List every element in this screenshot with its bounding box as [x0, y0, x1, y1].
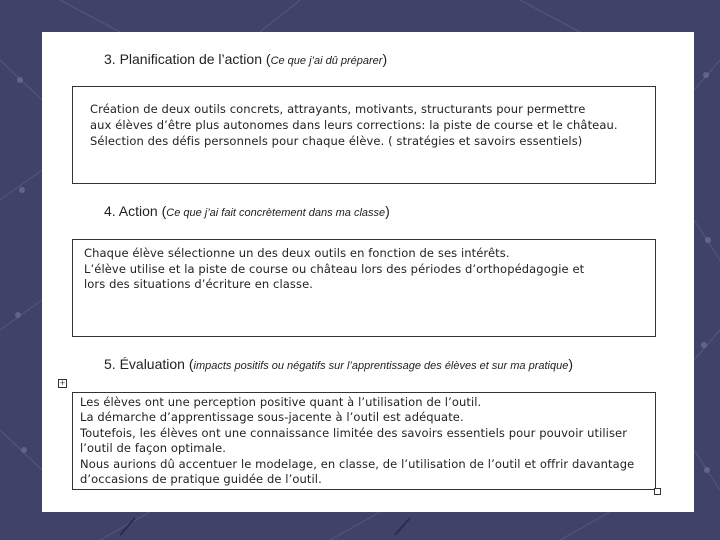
section5-heading: 5. Évaluation (impacts positifs ou négatifs sur l’apprentissage des élèves et sur ma pratique) [104, 356, 573, 372]
section3-heading: 3. Planification de l’action (Ce que j’ai dû préparer) [104, 51, 388, 67]
resize-handle-icon[interactable] [654, 488, 661, 495]
section4-heading: 4. Action (Ce que j’ai fait concrètement dans ma classe) [104, 203, 390, 219]
section4-line-3: lors des situations d’écriture en classe. [84, 277, 314, 291]
section5-subtitle: impacts positifs ou négatifs sur l’apprentissage des élèves et sur ma pratique [193, 360, 569, 372]
section4-title: 4. Action [104, 203, 158, 219]
section3-line-3: Sélection des défis personnels pour chaque élève. ( stratégies et savoirs essentiels) [90, 134, 583, 148]
section3-line-2: aux élèves d’être plus autonomes dans leurs corrections: la piste de course et le château. [90, 118, 618, 132]
section5-title: 5. Évaluation [104, 356, 185, 372]
section3-title: 3. Planification de l’action [104, 51, 262, 67]
section4-subtitle: Ce que j’ai fait concrètement dans ma classe [166, 207, 386, 219]
section3-subtitle: Ce que j’ai dû préparer [270, 55, 383, 67]
section5-line-6: d’occasions de pratique guidée de l’outil. [80, 472, 322, 486]
section5-line-3: Toutefois, les élèves ont une connaissance limitée des savoirs essentiels pour pouvoir utiliser [80, 426, 628, 440]
section3-line-1: Création de deux outils concrets, attrayants, motivants, structurants pour permettre [90, 102, 586, 116]
section4-line-1: Chaque élève sélectionne un des deux outils en fonction de ses intérêts. [84, 246, 510, 260]
section5-line-5: Nous aurions dû accentuer le modelage, en classe, de l’utilisation de l’outil et offrir davantage [80, 457, 635, 471]
section4-line-2: L’élève utilise et la piste de course ou château lors des périodes d’orthopédagogie et [84, 262, 585, 276]
section5-line-2: La démarche d’apprentissage sous-jacente à l’outil est adéquate. [80, 410, 464, 424]
move-cross-icon[interactable]: + [59, 378, 66, 388]
section5-line-1: Les élèves ont une perception positive quant à l’utilisation de l’outil. [80, 395, 482, 409]
section5-line-4: l’outil de façon optimale. [80, 441, 226, 455]
